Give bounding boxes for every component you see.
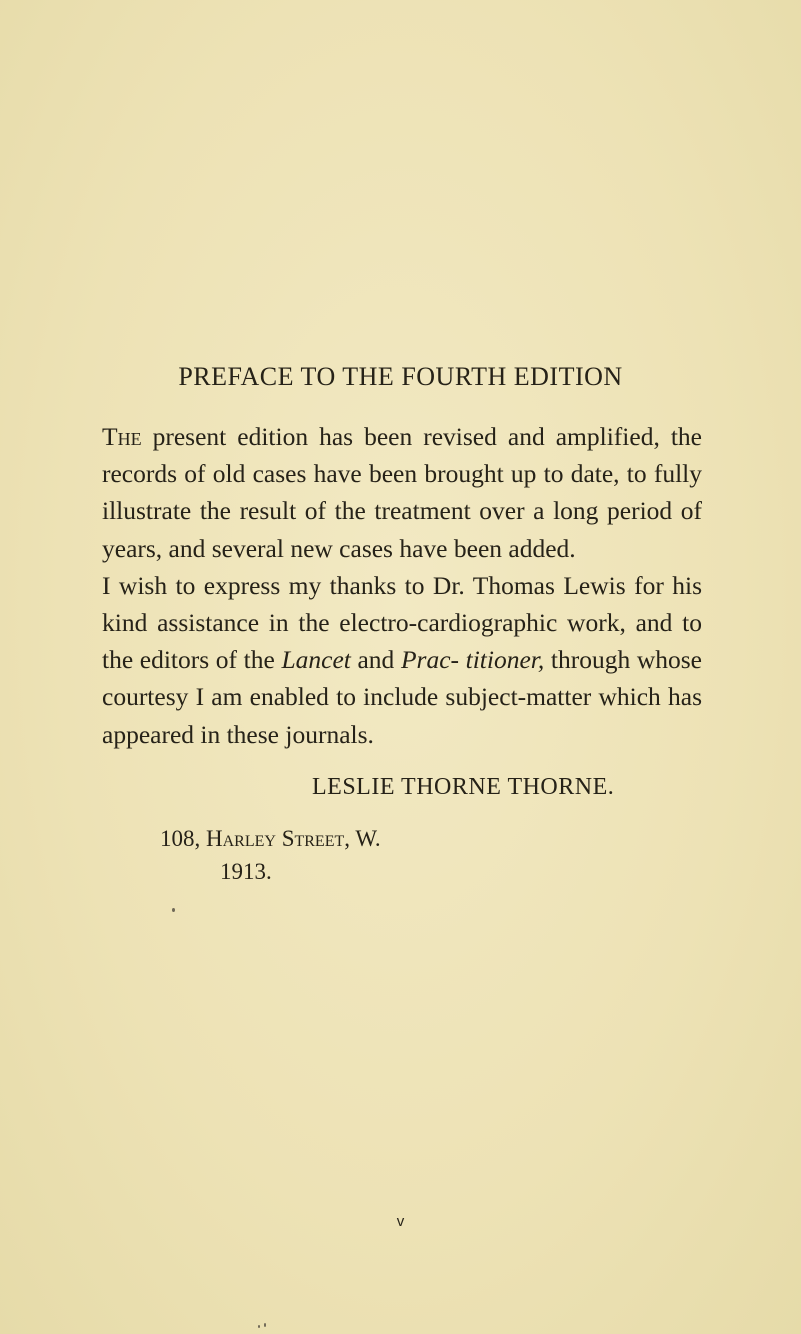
address-street: Harley Street, W. xyxy=(206,826,381,851)
page-number: v xyxy=(396,1213,405,1230)
paragraph-2-part-1: I wish to express my thanks to Dr. Thomas Lewis for his kind assistance in the electro-cardiographic work, and to the editors of the xyxy=(102,570,702,675)
paragraph-2 xyxy=(102,567,702,753)
address-number: 108, xyxy=(160,826,206,851)
author-address xyxy=(160,827,381,850)
author-signature: LESLIE THORNE THORNE. xyxy=(312,774,615,800)
preface-body xyxy=(102,418,702,753)
paragraph-1-lead: The xyxy=(102,422,142,451)
page-title: PREFACE TO THE FOURTH EDITION xyxy=(178,362,623,391)
paragraph-2-part-3: through whose courtesy I am enabled to include subject-matter which has appeared in these journals. xyxy=(102,645,702,749)
paper-speck xyxy=(258,1325,260,1328)
paper-speck xyxy=(264,1323,266,1327)
paragraph-1-text: present edition has been revised and amplified, the records of old cases have been brought up to date, to fully illustrate the result of the treatment over a long period of years, and several new cases have been added. xyxy=(102,422,702,563)
date-year: 1913. xyxy=(220,859,272,884)
paragraph-1 xyxy=(102,418,702,567)
paper-speck xyxy=(172,908,175,912)
journal-practitioner: Prac- titioner, xyxy=(400,645,545,675)
paragraph-2-part-2: and xyxy=(350,645,401,675)
journal-lancet: Lancet xyxy=(281,645,351,675)
